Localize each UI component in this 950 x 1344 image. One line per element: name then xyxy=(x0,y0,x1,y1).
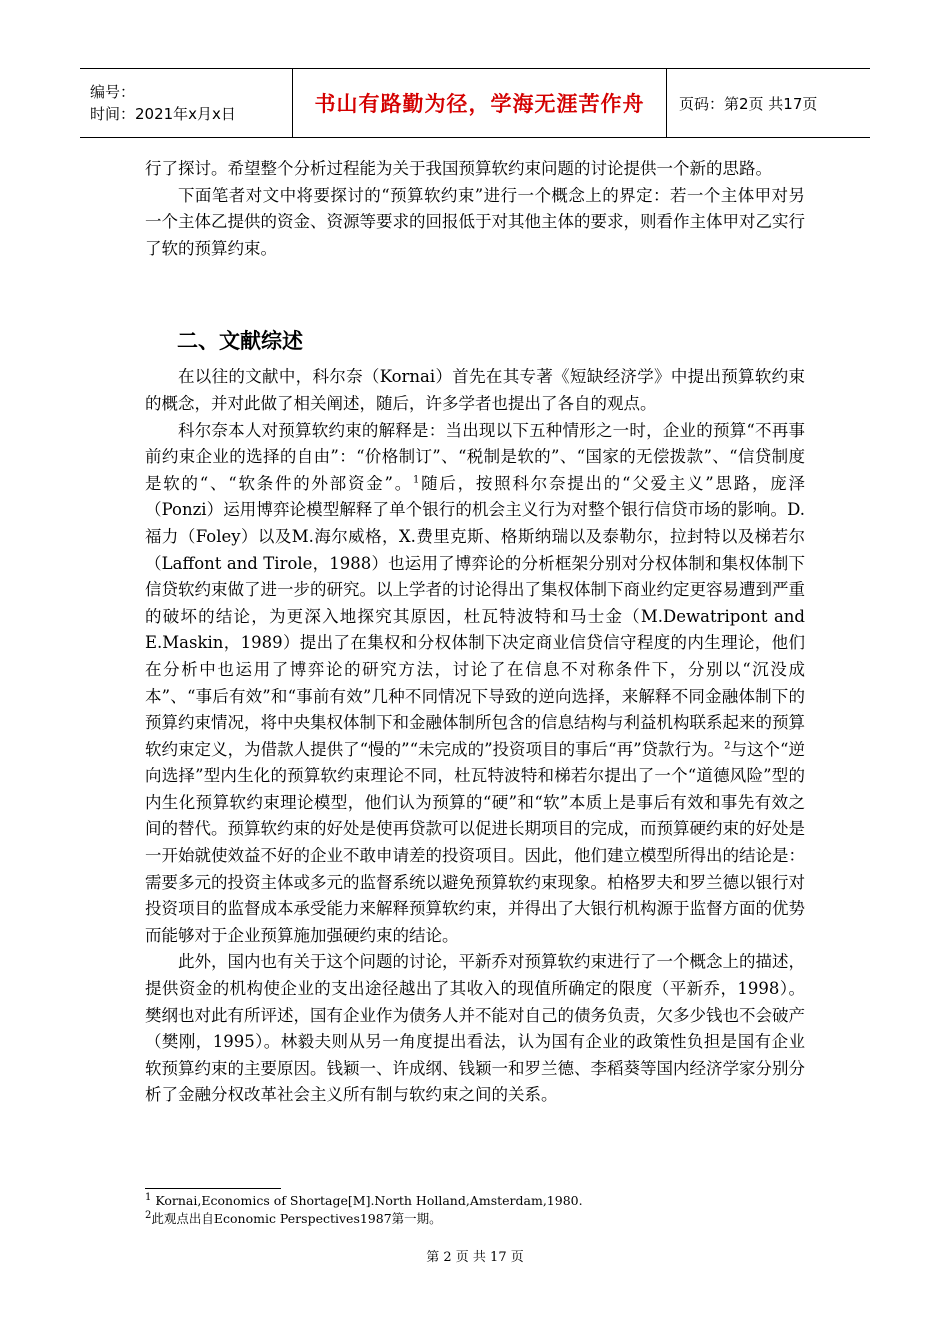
footnote-item xyxy=(145,1192,805,1210)
paragraph-domestic-research: 此外，国内也有关于这个问题的讨论，平新乔对预算软约束进行了一个概念上的描述，提供资金的机构使企业的支出途径越出了其收入的现值所确定的限度（平新乔，1998）。樊纲也对此有所评述，国有企业作为债务人并不能对自己的债务负责，欠多少钱也不会破产（樊刚，1995）。林毅夫则从另一角度提出看法，认为国有企业的政策性负担是国有企业软预算约束的主要原因。钱颖一、许成纲、钱颖一和罗兰德、李稻葵等国内经济学家分别分析了金融分权改革社会主义所有制与软约束之间的关系。 xyxy=(145,952,805,1105)
footnote-item xyxy=(145,1210,805,1228)
footnote-text: 此观点出自Economic Perspectives1987第一期。 xyxy=(151,1211,442,1226)
document-number-label: 编号： xyxy=(90,83,136,101)
header-meta xyxy=(80,69,293,137)
paragraph-text: 科尔奈本人对预算软约束的解释是：当出现以下五种情形之一时，企业的预算“不再事前约束企业的选择的自由”：“价格制订”、“税制是软的”、“国家的无偿拨款”、“信贷制度是软的“、“软条件的外部资金”。 xyxy=(145,420,805,493)
paragraph-text: 与这个“逆向选择”型内生化的预算软约束理论不同，杜瓦特波特和梯若尔提出了一个“道德风险”型的内生化预算软约束理论模型，他们认为预算的“硬”和“软”本质上是事后有效和事先有效之间的替代。预算软约束的好处是使再贷款可以促进长期项目的完成，而预算硬约束的好处是一开始就使效益不好的企业不敢申请差的投资项目。因此，他们建立模型所得出的结论是：需要多元的投资主体或多元的监督系统以避免预算软约束现象。柏格罗夫和罗兰德以银行对投资项目的监督成本承受能力来解释预算软约束，并得出了大银行机构源于监督方面的优势而能够对于企业预算施加强硬约束的结论。 xyxy=(145,739,805,945)
document-body xyxy=(145,156,805,1109)
paragraph-literature-review xyxy=(145,418,805,950)
paragraph-definition: 下面笔者对文中将要探讨的“预算软约束”进行一个概念上的界定：若一个主体甲对另一个主体乙提供的资金、资源等要求的回报低于对其他主体的要求，则看作主体甲对乙实行了软的预算约束。 xyxy=(145,185,805,258)
footnotes xyxy=(145,1192,805,1228)
document-time-label: 时间：2021年x月x日 xyxy=(90,105,236,123)
page-header xyxy=(80,68,870,138)
paragraph-literature-intro: 在以往的文献中，科尔奈（Kornai）首先在其专著《短缺经济学》中提出预算软约束的概念，并对此做了相关阐述，随后，许多学者也提出了各自的观点。 xyxy=(145,367,805,413)
footnote-ref-2[interactable]: 2 xyxy=(724,740,731,752)
footnote-mark: 2 xyxy=(145,1209,152,1221)
header-motto-cell xyxy=(293,69,667,137)
section-title: 二、文献综述 xyxy=(177,329,303,354)
paragraph-continuation: 行了探讨。希望整个分析过程能为关于我国预算软约束问题的讨论提供一个新的思路。 xyxy=(145,159,772,178)
header-page-info: 页码：第2页 共17页 xyxy=(679,94,818,113)
page-footer: 第 2 页 共 17 页 xyxy=(426,1250,524,1265)
footnote-text: Kornai,Economics of Shortage[M].North Holland,Amsterdam,1980. xyxy=(151,1193,583,1208)
footnote-divider xyxy=(145,1188,281,1189)
header-motto: 书山有路勤为径，学海无涯苦作舟 xyxy=(314,91,645,116)
footnote-ref-1[interactable]: 1 xyxy=(413,474,420,486)
footnote-mark: 1 xyxy=(145,1191,152,1203)
paragraph-text: 随后，按照科尔奈提出的“父爱主义”思路，庞泽（Ponzi）运用博弈论模型解释了单个银行的机会主义行为对整个银行信贷市场的影响。D.福力（Foley）以及M.海尔威格，X.费里克斯、格斯纳瑞以及泰勒尔，拉封特以及梯若尔（Laffont and Tirole，1988）也运用了博弈论的分析框架分别对分权体制和集权体制下信贷软约束做了进一步的研究。以上学者的讨论得出了集权体制下商业约定更容易遭到严重的破坏的结论，为更深入地探究其原因，杜瓦特波特和马士金（M.Dewatripont and E.Maskin，1989）提出了在集权和分权体制下决定商业信贷信守程度的内生理论，他们在分析中也运用了博弈论的研究方法，讨论了在信息不对称条件下，分别以“沉没成本”、“事后有效”和“事前有效”几种不同情况下导致的逆向选择，来解释不同金融体制下的预算约束情况，将中央集权体制下和金融体制所包含的信息结构与利益机构联系起来的预算软约束定义，为借款人提供了“慢的”“未完成的”投资项目的事后“再”贷款行为。 xyxy=(145,473,805,759)
